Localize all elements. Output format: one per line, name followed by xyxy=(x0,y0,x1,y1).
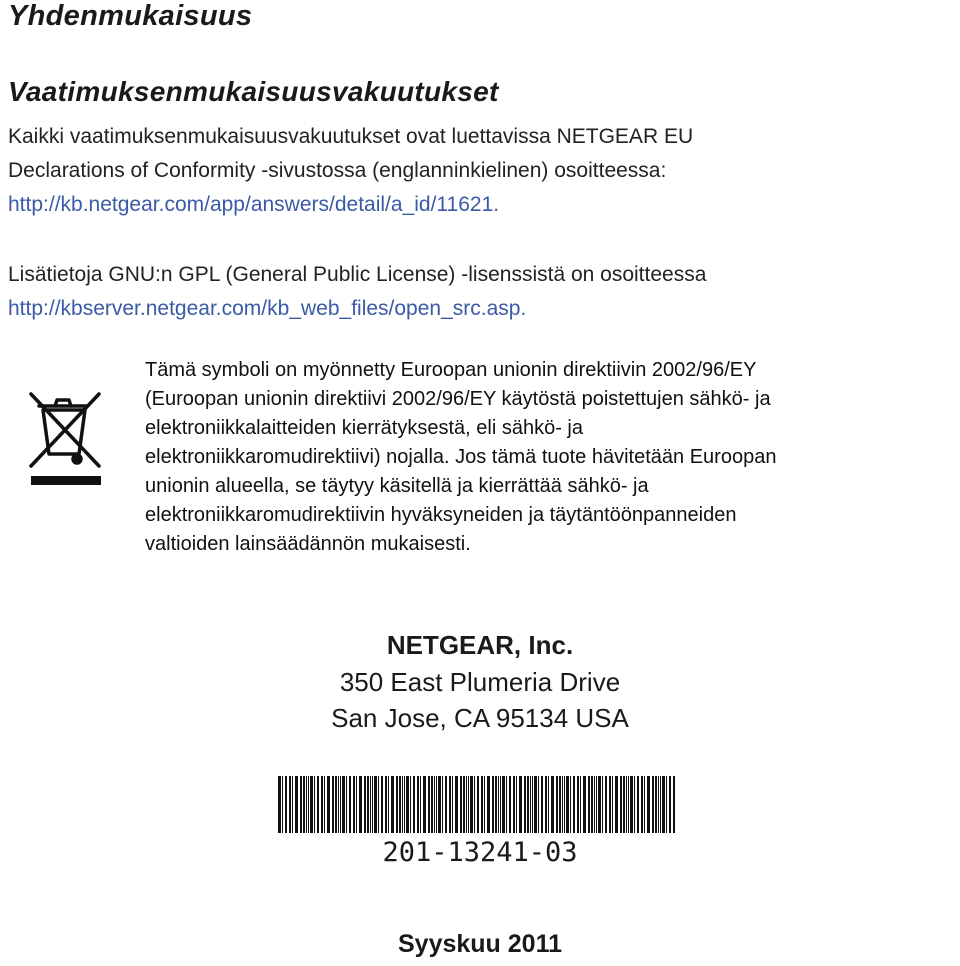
gpl-link[interactable]: http://kbserver.netgear.com/kb_web_files/open_src.asp xyxy=(8,297,521,320)
barcode-bar xyxy=(541,776,543,833)
barcode-bar xyxy=(580,776,581,833)
barcode-bar xyxy=(406,776,409,833)
barcode xyxy=(278,776,680,833)
barcode-bar xyxy=(374,776,377,833)
barcode-bar xyxy=(628,776,629,833)
barcode-bar xyxy=(420,776,421,833)
barcode-bar xyxy=(630,776,633,833)
barcode-bar xyxy=(388,776,389,833)
barcode-bar xyxy=(545,776,547,833)
barcode-bar xyxy=(484,776,485,833)
barcode-bar xyxy=(423,776,426,833)
barcode-bar xyxy=(303,776,305,833)
conformity-link[interactable]: http://kb.netgear.com/app/answers/detail/a_id/11621 xyxy=(8,193,494,216)
barcode-bar xyxy=(449,776,451,833)
barcode-bar xyxy=(562,776,563,833)
company-city: San Jose, CA 95134 USA xyxy=(331,703,629,733)
barcode-bar xyxy=(402,776,403,833)
gpl-paragraph xyxy=(8,258,706,326)
barcode-bar xyxy=(431,776,433,833)
barcode-bar xyxy=(626,776,627,833)
barcode-bar xyxy=(391,776,394,833)
barcode-bar xyxy=(404,776,405,833)
conformity-line-1: Kaikki vaatimuksenmukaisuusvakuutukset ovat luettavissa NETGEAR EU xyxy=(8,125,694,148)
company-street: 350 East Plumeria Drive xyxy=(339,667,621,697)
barcode-bar xyxy=(285,776,287,833)
barcode-bar xyxy=(292,776,293,833)
page-title: Yhdenmukaisuus xyxy=(8,0,253,32)
barcode-bar xyxy=(577,776,579,833)
barcode-bar xyxy=(378,776,379,833)
barcode-bar xyxy=(346,776,347,833)
barcode-bar xyxy=(308,776,309,833)
barcode-bar xyxy=(327,776,330,833)
barcode-bar xyxy=(662,776,665,833)
conformity-link-line xyxy=(8,188,693,222)
barcode-bar xyxy=(551,776,554,833)
barcode-bar xyxy=(321,776,323,833)
weee-crossed-bin-icon xyxy=(25,388,107,488)
barcode-bar xyxy=(349,776,351,833)
barcode-bar xyxy=(615,776,618,833)
barcode-bar xyxy=(498,776,499,833)
barcode-bar xyxy=(282,776,283,833)
barcode-bar xyxy=(570,776,571,833)
barcode-bar xyxy=(623,776,625,833)
barcode-bar xyxy=(438,776,441,833)
barcode-bar xyxy=(364,776,366,833)
barcode-bar xyxy=(527,776,529,833)
barcode-bar xyxy=(502,776,505,833)
barcode-bar xyxy=(641,776,643,833)
barcode-bar xyxy=(332,776,334,833)
barcode-bar xyxy=(516,776,517,833)
barcode-bar xyxy=(445,776,447,833)
barcode-bar xyxy=(468,776,469,833)
barcode-bar xyxy=(324,776,325,833)
barcode-bar xyxy=(317,776,319,833)
document-date: Syyskuu 2011 xyxy=(397,930,562,958)
barcode-bar xyxy=(359,776,362,833)
barcode-bar xyxy=(381,776,383,833)
barcode-bar xyxy=(509,776,511,833)
barcode-bar xyxy=(410,776,411,833)
barcode-bar xyxy=(413,776,415,833)
barcode-bar xyxy=(591,776,593,833)
weee-line: elektroniikkaromudirektiivin hyväksyneiden ja täytäntöönpanneiden xyxy=(145,504,737,526)
weee-paragraph xyxy=(145,356,776,559)
barcode-bar xyxy=(306,776,307,833)
barcode-bar xyxy=(470,776,473,833)
barcode-bar xyxy=(594,776,595,833)
barcode-bar xyxy=(605,776,607,833)
conformity-paragraph xyxy=(8,120,693,222)
barcode-bar xyxy=(477,776,479,833)
barcode-bar xyxy=(620,776,622,833)
barcode-bar xyxy=(314,776,315,833)
barcode-bar xyxy=(487,776,490,833)
barcode-bar xyxy=(673,776,675,833)
company-name: NETGEAR, Inc. xyxy=(386,630,574,660)
barcode-bar xyxy=(342,776,345,833)
barcode-bar xyxy=(532,776,533,833)
barcode-bar xyxy=(506,776,507,833)
barcode-bar xyxy=(463,776,465,833)
barcode-bar xyxy=(660,776,661,833)
barcode-bar xyxy=(647,776,650,833)
barcode-bar xyxy=(588,776,590,833)
barcode-bar xyxy=(340,776,341,833)
barcode-bar xyxy=(372,776,373,833)
barcode-bar xyxy=(655,776,657,833)
barcode-bar xyxy=(370,776,371,833)
conformity-link-suffix: . xyxy=(493,193,500,216)
barcode-bar xyxy=(436,776,437,833)
barcode-bar xyxy=(442,776,443,833)
gpl-link-suffix: . xyxy=(520,297,527,320)
barcode-bar xyxy=(524,776,526,833)
weee-line: (Euroopan unionin direktiivi 2002/96/EY käytöstä poistettujen sähkö- ja xyxy=(145,388,771,410)
barcode-bar xyxy=(492,776,494,833)
barcode-bar xyxy=(300,776,302,833)
barcode-bar xyxy=(295,776,298,833)
section-title: Vaatimuksenmukaisuusvakuutukset xyxy=(8,76,499,107)
barcode-bar xyxy=(428,776,430,833)
barcode-bar xyxy=(396,776,398,833)
barcode-bar xyxy=(644,776,645,833)
barcode-bar xyxy=(356,776,357,833)
gpl-link-line xyxy=(8,292,706,326)
barcode-bar xyxy=(434,776,435,833)
weee-line: unionin alueella, se täytyy käsitellä ja kierrättää sähkö- ja xyxy=(145,475,649,497)
barcode-bar xyxy=(548,776,549,833)
barcode-bar xyxy=(335,776,337,833)
barcode-bar xyxy=(289,776,291,833)
barcode-bar xyxy=(634,776,635,833)
barcode-bar xyxy=(596,776,597,833)
barcode-bar xyxy=(658,776,659,833)
barcode-bar xyxy=(278,776,281,833)
barcode-bar xyxy=(598,776,601,833)
barcode-bar xyxy=(564,776,565,833)
barcode-bar xyxy=(338,776,339,833)
barcode-number: 201-13241-03 xyxy=(382,837,578,868)
barcode-bar xyxy=(417,776,419,833)
barcode-bar xyxy=(612,776,613,833)
barcode-bar xyxy=(455,776,458,833)
barcode-bar xyxy=(513,776,515,833)
barcode-bar xyxy=(573,776,575,833)
barcode-bar xyxy=(583,776,586,833)
weee-line: elektroniikkalaitteiden kierrätyksestä, eli sähkö- ja xyxy=(145,417,583,439)
barcode-bar xyxy=(466,776,467,833)
barcode-bar xyxy=(353,776,355,833)
barcode-bar xyxy=(519,776,522,833)
barcode-bar xyxy=(452,776,453,833)
barcode-bar xyxy=(602,776,603,833)
barcode-bar xyxy=(637,776,639,833)
barcode-bar xyxy=(530,776,531,833)
barcode-bar xyxy=(385,776,387,833)
barcode-bar xyxy=(566,776,569,833)
barcode-bar xyxy=(460,776,462,833)
barcode-bar xyxy=(500,776,501,833)
barcode-bar xyxy=(559,776,561,833)
barcode-bar xyxy=(666,776,667,833)
barcode-bar xyxy=(652,776,654,833)
conformity-line-2: Declarations of Conformity -sivustossa (englanninkielinen) osoitteessa: xyxy=(8,159,667,182)
barcode-bar xyxy=(481,776,483,833)
weee-line: valtioiden lainsäädännön mukaisesti. xyxy=(145,533,471,555)
barcode-bar xyxy=(609,776,611,833)
weee-line: Tämä symboli on myönnetty Euroopan unionin direktiivin 2002/96/EY xyxy=(145,359,757,381)
barcode-bar xyxy=(495,776,497,833)
barcode-bar xyxy=(534,776,537,833)
barcode-bar xyxy=(474,776,475,833)
barcode-bar xyxy=(399,776,401,833)
gpl-line-1: Lisätietoja GNU:n GPL (General Public License) -lisenssistä on osoitteessa xyxy=(8,263,707,286)
barcode-bar xyxy=(669,776,671,833)
barcode-bar xyxy=(367,776,369,833)
weee-line: elektroniikkaromudirektiivi) nojalla. Jos tämä tuote hävitetään Euroopan xyxy=(145,446,777,468)
barcode-bar xyxy=(538,776,539,833)
barcode-bar xyxy=(310,776,313,833)
barcode-bar xyxy=(556,776,558,833)
